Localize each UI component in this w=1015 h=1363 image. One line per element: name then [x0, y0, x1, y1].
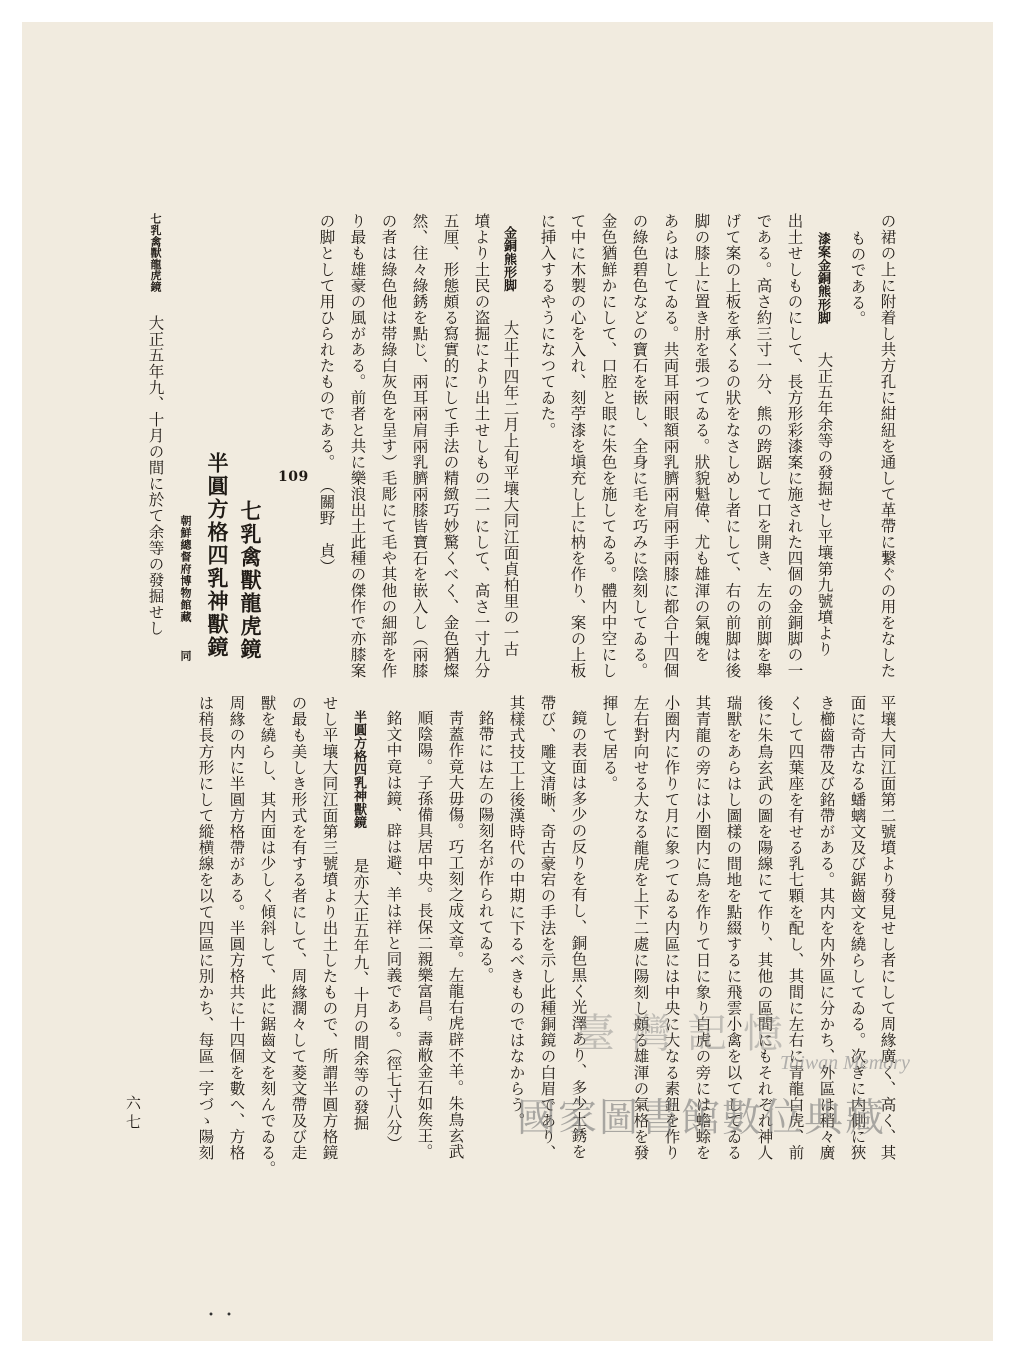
- text-line: 墳より土民の盗掘により出土せしもの二一にして、高さ一寸九分: [472, 213, 491, 679]
- text-line: あらはしてゐる。共両耳兩眼額兩乳臍兩肩兩手兩膝に都合十四個: [661, 213, 680, 679]
- section-number: 109: [278, 469, 309, 485]
- text-line: の裙の上に附着し共方孔に紺紐を通して革帶に繋ぐの用をなした: [878, 213, 897, 679]
- section-heading-bear-leg: 金銅熊形脚: [501, 226, 516, 292]
- scanned-page: [22, 22, 993, 1341]
- text-line: 揮して居る。: [600, 695, 619, 792]
- text-line: 五厘、形態頗る寫實的にして手法の精緻巧妙驚くべく、金色猶燦: [441, 213, 460, 679]
- text-line: 小圈内に作りて月に象つてゐる内區には中央に大なる素鈕を作り: [662, 695, 681, 1161]
- text-line: て中に木製の心を入れ、刻苧漆を塡充し上に枘を作り、案の上板: [568, 213, 587, 679]
- text-line: 銘文中竟は鏡、辟は避、羊は祥と同義である。（徑七寸八分）: [384, 710, 403, 1152]
- museum-credit: 朝鮮總督府博物館藏: [179, 515, 192, 623]
- text-line: の者は綠色他は帯綠白灰色を呈す）毛彫にて毛や其他の細部を作: [379, 213, 398, 679]
- text-line: り最も雄豪の風がある。前者と共に樂浪出土此種の傑作で亦膝案: [348, 213, 367, 679]
- text-line: の最も美しき形式を有する者にして、周緣濶々して菱文帶及び走: [289, 695, 308, 1161]
- watermark-chinese: 國家圖書館數位典藏: [517, 1096, 887, 1141]
- text-line: 金色猶鮮かにして、口腔と眼に朱色を施してゐる。體内中空にし: [599, 213, 618, 679]
- text-line: の綠色碧色などの寶石を嵌し、全身に毛を巧みに陰刻してゐる。: [630, 213, 649, 679]
- text-line: の脚として用ひられたものである。: [317, 213, 336, 470]
- text-line: くして四葉座を有せる乳七顆を配し、其間に左右に青龍白虎、前: [786, 695, 805, 1161]
- author-note: （關野 貞）: [317, 478, 336, 575]
- text-line: ものである。: [848, 230, 867, 327]
- text-line: 大正五年余等の發掘せし平壤第九號墳より: [815, 352, 834, 657]
- text-line: 獸を繞らし、其内面は少しく傾斜して、此に鋸齒文を刻んでゐる。: [258, 695, 277, 1177]
- watermark-english: Taiwan Memory: [780, 1052, 910, 1074]
- text-line: 是亦大正五年九、十月の間余等の發掘: [351, 858, 370, 1131]
- section-heading-half-circle-mirror: 半圓方格四乳神獸鏡: [351, 710, 366, 829]
- inscription-line: 靑蓋作竟大毋傷。巧工刻之成文章。左龍右虎辟不羊。朱鳥玄武: [446, 710, 465, 1160]
- text-line: 出土せしものにして、長方形彩漆案に施された四個の金銅脚の一: [785, 213, 804, 679]
- text-line: 脚の膝上に置き肘を張つてゐる。狀貌魁偉、尤も雄渾の氣魄を: [692, 213, 711, 663]
- text-line: 後に朱鳥玄武の圖を陽線にて作り、其他の區間にもそれぞれ神人: [755, 695, 774, 1161]
- text-line: 大正十四年二月上旬平壤大同江面貞柏里の一古: [501, 320, 520, 658]
- text-line: き櫛齒帶及び銘帶がある。其内を内外區に分かち、外區は稍々廣: [817, 695, 836, 1161]
- text-line: せし平壤大同江面第三號墳より出土したもので、所謂半圓方格鏡: [320, 695, 339, 1161]
- text-line: 然、往々綠銹を點じ、兩耳兩肩兩乳臍兩膝皆寶石を嵌入し（兩膝: [410, 213, 429, 679]
- text-line: 大正五年九、十月の間に於て余等の發掘せし: [146, 315, 165, 636]
- text-line: 帶び、雕文清晰、奇古豪宕の手法を示し此種銅鏡の白眉であり、: [538, 695, 557, 1161]
- text-line: 面に奇古なる蟠螭文及び鋸齒文を繞らしてゐる。次ぎに内側に狹: [848, 695, 867, 1161]
- text-line: 銘帶には左の陽刻名が作られてゐる。: [476, 710, 495, 983]
- page-number: 六七: [124, 1095, 142, 1133]
- section-heading-lacquer-table: 漆案金銅熊形脚: [815, 232, 830, 325]
- watermark-script-logo: 臺灣記憶: [575, 1011, 799, 1057]
- text-line: 其樣式技工上後漢時代の中期に下るべきものではなからう。: [507, 695, 526, 1129]
- text-line: げて案の上板を承くるの狀をなさしめし者にして、右の前脚は後: [723, 213, 742, 679]
- text-line: に挿入するやうになつてゐた。: [538, 213, 557, 438]
- text-line: 瑞獸をあらはし圖樣の間地を點綴するに飛雲小禽を以てしてゐる: [724, 695, 743, 1161]
- text-line: 周緣の内に半圓方格帶がある。半圓方格共に十四個を數へ、方格: [227, 695, 246, 1161]
- mirror-title-half-circle: 半圓方格四乳神獸鏡: [205, 452, 230, 659]
- credit-same: 同: [179, 650, 192, 662]
- text-line: 其青龍の旁には小圈内に鳥を作りて日に象り白虎の旁には蟾蜍を: [693, 695, 712, 1161]
- text-line: 左右對向せる大なる龍虎を上下二處に陽刻し頗る雄渾の氣格を發: [631, 695, 650, 1161]
- inscription-line: 順陰陽。子孫備具居中央。長保二親樂富昌。壽敝金石如矦王。: [415, 710, 434, 1160]
- text-line: 平壤大同江面第二號墳より發見せし者にして周緣廣く、高く、其: [878, 695, 897, 1161]
- mirror-title-seven-nipple: 七乳禽獸龍虎鏡: [238, 500, 263, 661]
- marginal-mirror-label: 七乳禽獸龍虎鏡: [149, 213, 162, 293]
- text-line: である。高さ約三寸一分、熊の跨踞して口を開き、左の前脚を舉: [754, 213, 773, 679]
- text-line: は稍長方形にして縱横線を以て四區に別かち、每區一字づゝ陽刻: [196, 695, 215, 1161]
- text-line: 鏡の表面は多少の反りを有し、銅色黒く光澤あり、多少土銹を: [569, 710, 588, 1160]
- scan-specks: ・・: [203, 1305, 240, 1324]
